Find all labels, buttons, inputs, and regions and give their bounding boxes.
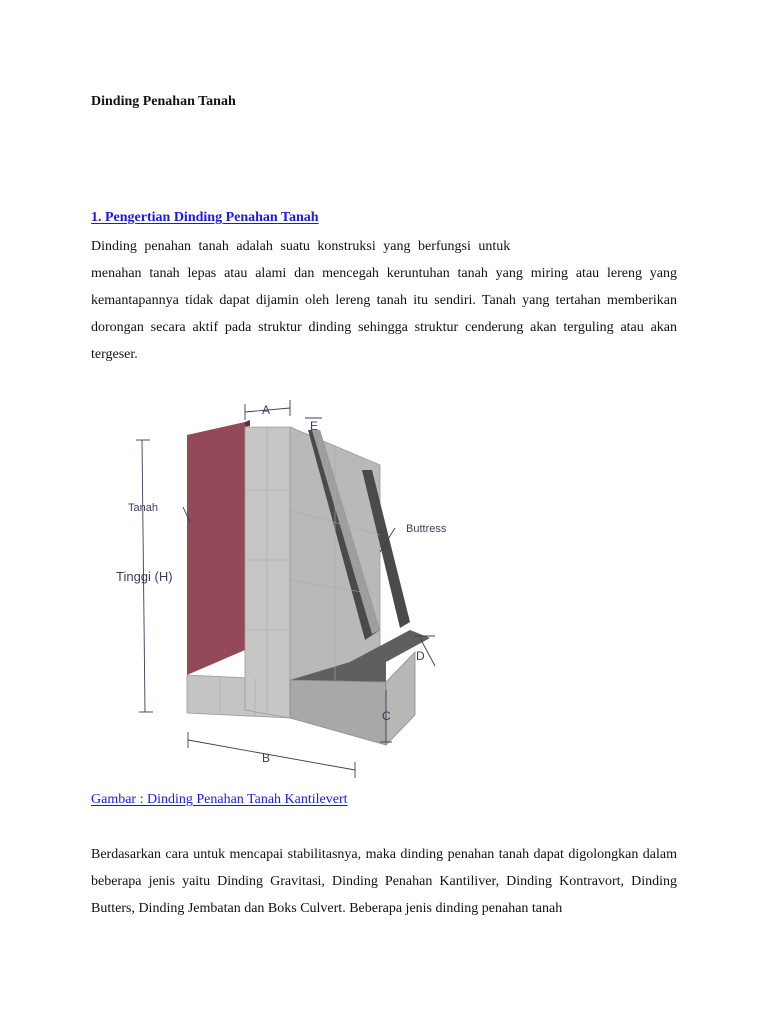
label-d: D <box>416 649 425 663</box>
soil-front-face <box>187 422 245 675</box>
label-a: A <box>262 403 271 417</box>
paragraph-definition-body: menahan tanah lepas atau alami dan mencegah keruntuhan tanah yang miring atau lereng yang kemantapannya tidak dapat dijamin oleh lereng tanah itu sendiri. Tanah yang tertahan memberikan dorongan secara aktif pada struktur dinding sehingga struktur cenderung akan terguling atau akan tergeser. <box>91 266 677 362</box>
stem-wall-top <box>245 426 295 427</box>
paragraph-definition-line-1: Dinding penahan tanah adalah suatu konstruksi yang berfungsi untuk <box>91 239 511 254</box>
document-title: Dinding Penahan Tanah <box>91 94 236 109</box>
label-b: B <box>262 751 271 765</box>
label-c: C <box>382 709 391 723</box>
label-buttress: Buttress <box>406 523 447 535</box>
section-heading-link[interactable]: 1. Pengertian Dinding Penahan Tanah <box>91 210 319 225</box>
label-tanah: Tanah <box>128 502 158 514</box>
label-tinggi: Tinggi (H) <box>116 569 173 584</box>
paragraph-classification: Berdasarkan cara untuk mencapai stabilitasnya, maka dinding penahan tanah dapat digolongkan dalam beberapa jenis yaitu Dinding Gravitasi, Dinding Penahan Kantiliver, Dinding Kontravort, Dinding Butters, Dinding Jembatan dan Boks Culvert. Beberapa jenis dinding penahan tanah <box>91 847 677 916</box>
paragraph-definition <box>91 233 677 368</box>
label-e: E <box>310 419 319 433</box>
heel-slab-side <box>386 652 415 745</box>
retaining-wall-diagram <box>90 390 470 780</box>
stem-wall-front <box>245 427 290 718</box>
figure-caption-link[interactable]: Gambar : Dinding Penahan Tanah Kantilevert <box>91 792 348 807</box>
retaining-wall-svg <box>90 390 470 780</box>
heel-slab-front <box>290 680 386 745</box>
